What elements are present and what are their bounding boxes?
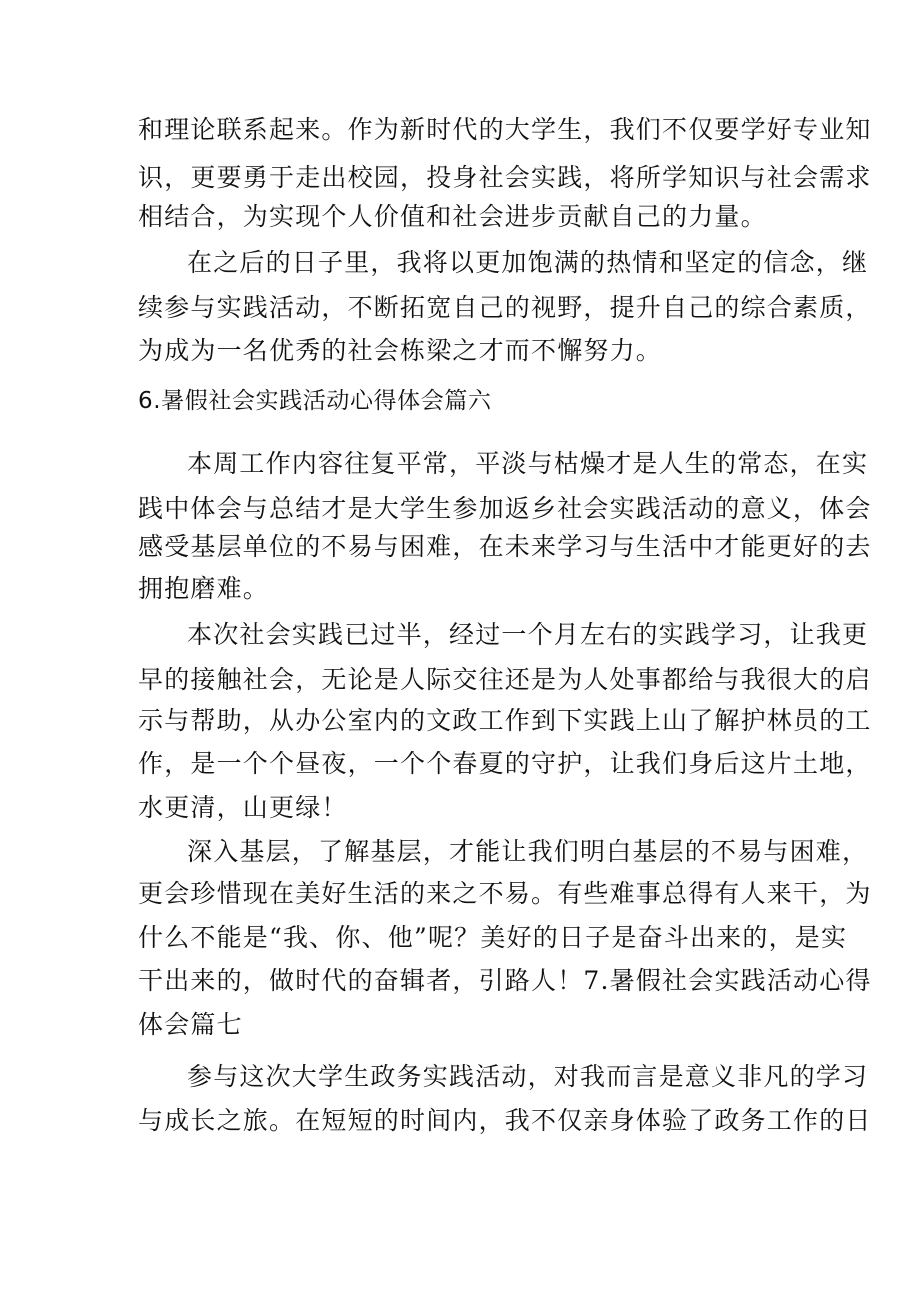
text-line: 本周工作内容往复平常，平淡与枯燥才是人生的常态，在实 [187, 449, 869, 478]
text-line: 践中体会与总结才是大学生参加返乡社会实践活动的意义，体会 [138, 494, 872, 523]
text-line: 为成为一名优秀的社会栋梁之才而不懈努力。 [138, 336, 663, 365]
text-line: 早的接触社会，无论是人际交往还是为人处事都给与我很大的启 [138, 665, 872, 694]
text-line: 感受基层单位的不易与困难，在未来学习与生活中才能更好的去 [138, 532, 872, 561]
text-line: 参与这次大学生政务实践活动，对我而言是意义非凡的学习 [187, 1062, 869, 1091]
text-line: 示与帮助，从办公室内的文政工作到下实践上山了解护林员的工 [138, 706, 872, 735]
text-line: 和理论联系起来。作为新时代的大学生，我们不仅要学好专业知 [138, 115, 872, 144]
text-line: 作，是一个个昼夜，一个个春夏的守护，让我们身后这片土地， [138, 749, 872, 778]
text-line: 相结合，为实现个人价值和社会进步贡献自己的力量。 [138, 202, 767, 231]
text-line: 在之后的日子里，我将以更加饱满的热情和坚定的信念，继 [187, 248, 869, 277]
text-line: 深入基层，了解基层，才能让我们明白基层的不易与困难， [187, 837, 869, 866]
text-line: 拥抱磨难。 [138, 574, 270, 603]
text-line: 识，更要勇于走出校园，投身社会实践，将所学知识与社会需求 [138, 163, 872, 192]
text-line: 什么不能是“我、你、他”呢？美好的日子是奋斗出来的，是实 [138, 923, 848, 952]
text-line: 本次社会实践已过半，经过一个月左右的实践学习，让我更 [187, 620, 869, 649]
text-line: 与成长之旅。在短短的时间内，我不仅亲身体验了政务工作的日 [138, 1106, 872, 1135]
text-line: 干出来的，做时代的奋辑者，引路人！7.暑假社会实践活动心得 [138, 966, 872, 995]
text-line: 体会篇七 [138, 1010, 243, 1039]
section-heading-6: 6.暑假社会实践活动心得体会篇六 [138, 388, 492, 414]
text-line: 续参与实践活动，不断拓宽自己的视野，提升自己的综合素质， [138, 293, 872, 322]
text-line: 水更清，山更绿！ [138, 793, 348, 822]
text-line: 更会珍惜现在美好生活的来之不易。有些难事总得有人来干，为 [138, 879, 872, 908]
